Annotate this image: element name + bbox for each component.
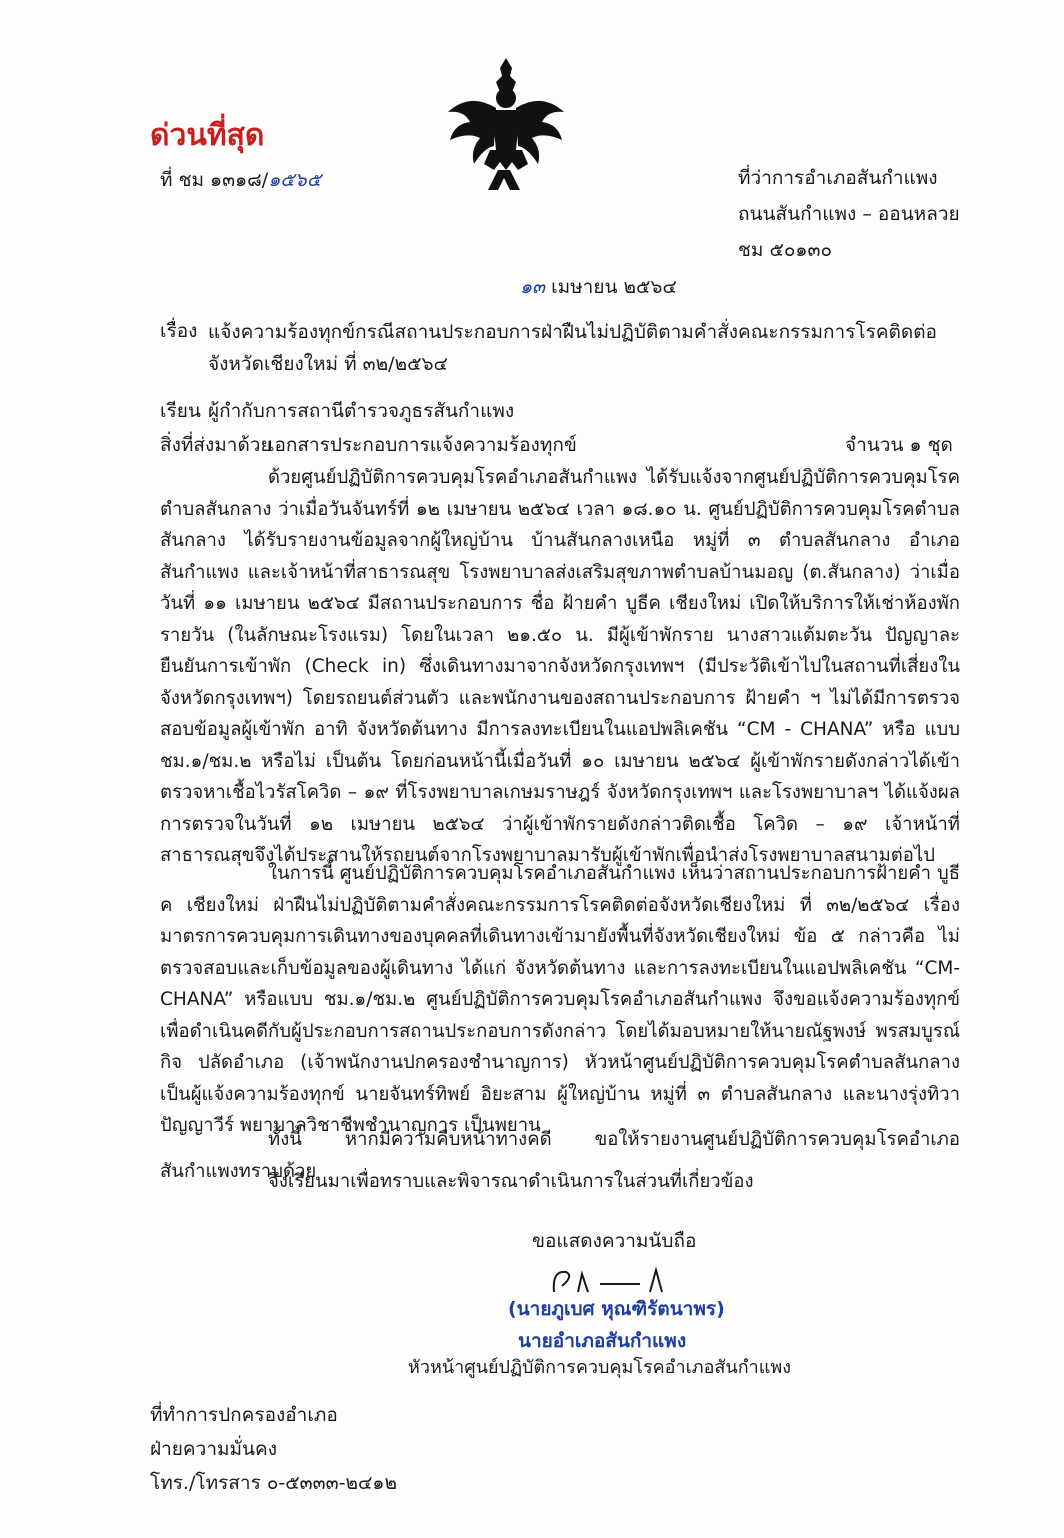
signer-position-1: นายอำเภอสันกำแพง	[518, 1330, 687, 1352]
footer-section: ฝ่ายความมั่นคง	[150, 1438, 278, 1460]
signer-name: (นายภูเบศ หุณฑิรัตนาพร)	[508, 1298, 725, 1320]
salutation-label: เรียน	[160, 400, 201, 422]
letter-date	[520, 272, 677, 302]
date-day-handwritten: ๑๓	[520, 276, 546, 298]
enclosure-count: จำนวน ๑ ชุด	[845, 434, 953, 456]
salutation-text: ผู้กำกับการสถานีตำรวจภูธรสันกำแพง	[208, 400, 515, 422]
reference-prefix: ที่ ชม ๑๓๑๘/	[160, 169, 269, 191]
urgency-label: ด่วนที่สุด	[150, 118, 265, 153]
sender-address	[738, 160, 960, 268]
garuda-emblem-icon	[440, 52, 572, 200]
address-line-1: ที่ว่าการอำเภอสันกำแพง	[738, 167, 938, 189]
footer-office: ที่ทำการปกครองอำเภอ	[150, 1404, 338, 1426]
subject-text: แจ้งความร้องทุกข์กรณีสถานประกอบการฝ่าฝืนไม่ปฏิบัติตามคำสั่งคณะกรรมการโรคติดต่อจังหวัดเชียงใหม่ ที่ ๓๒/๒๕๖๔	[208, 321, 937, 375]
reference-handwritten-number: ๑๕๖๕	[268, 169, 322, 191]
body-paragraph-3: ทั้งนี้ หากมีความคืบหน้าทางคดี ขอให้รายงานศูนย์ปฏิบัติการควบคุมโรคอำเภอสันกำแพงทราบด้วย	[160, 1129, 960, 1182]
address-line-2: ถนนสันกำแพง – ออนหลวย	[738, 203, 960, 225]
address-line-3: ชม ๕๐๑๓๐	[738, 239, 833, 261]
enclosure-label: สิ่งที่ส่งมาด้วย	[160, 434, 272, 456]
body-paragraph-4: จึงเรียนมาเพื่อทราบและพิจารณาดำเนินการในส่วนที่เกี่ยวข้อง	[268, 1171, 754, 1192]
subject-label: เรื่อง	[160, 320, 198, 342]
closing-phrase: ขอแสดงความนับถือ	[532, 1230, 697, 1252]
signer-position-2: หัวหน้าศูนย์ปฏิบัติการควบคุมโรคอำเภอสันกำแพง	[408, 1357, 791, 1378]
reference-number	[160, 165, 321, 195]
date-month-year: เมษายน ๒๕๖๔	[545, 276, 677, 298]
footer-phone: โทร./โทรสาร ๐-๕๓๓๓-๒๔๑๒	[150, 1472, 397, 1494]
enclosure-text: เอกสารประกอบการแจ้งความร้องทุกข์	[268, 434, 577, 456]
body-paragraph-2: ในการนี้ ศูนย์ปฏิบัติการควบคุมโรคอำเภอสันกำแพง เห็นว่าสถานประกอบการฝ้ายคำ บูธีค เชียงใหม่ ฝ่าฝืนไม่ปฏิบัติตามคำสั่งคณะกรรมการโรคติดต่อจังหวัดเชียงใหม่ ที่ ๓๒/๒๕๖๔ เรื่อง มาตรการควบคุมการเดินทางของบุคคลที่เดินทางเข้ามายังพื้นที่จังหวัดเชียงใหม่ ข้อ ๕ กล่าวคือ ไม่ตรวจสอบและเก็บข้อมูลของผู้เดินทาง ได้แก่ จังหวัดต้นทาง และการลงทะเบียนในแอปพลิเคชัน “CM-CHANA” หรือแบบ ชม.๑/ชม.๒ ศูนย์ปฏิบัติการควบคุมโรคอำเภอสันกำแพง จึงขอแจ้งความร้องทุกข์เพื่อดำเนินคดีกับผู้ประกอบการสถานประกอบการดังกล่าว โดยได้มอบหมายให้นายณัฐพงษ์ พรสมบูรณ์กิจ ปลัดอำเภอ (เจ้าพนักงานปกครองชำนาญการ) หัวหน้าศูนย์ปฏิบัติการควบคุมโรคตำบลสันกลาง เป็นผู้แจ้งความร้องทุกข์ นายจันทร์ทิพย์ อิยะสาม ผู้ใหญ่บ้าน หมู่ที่ ๓ ตำบลสันกลาง และนางรุ่งทิวา ปัญญาวีร์ พยาบาลวิชาชีพชำนาญการ เป็นพยาน	[160, 863, 960, 1136]
body-paragraph-1: ด้วยศูนย์ปฏิบัติการควบคุมโรคอำเภอสันกำแพง ได้รับแจ้งจากศูนย์ปฏิบัติการควบคุมโรคตำบลสันกลาง ว่าเมื่อวันจันทร์ที่ ๑๒ เมษายน ๒๕๖๔ เวลา ๑๘.๑๐ น. ศูนย์ปฏิบัติการควบคุมโรคตำบลสันกลาง ได้รับรายงานข้อมูลจากผู้ใหญ่บ้าน บ้านสันกลางเหนือ หมู่ที่ ๓ ตำบลสันกลาง อำเภอสันกำแพง และเจ้าหน้าที่สาธารณสุข โรงพยาบาลส่งเสริมสุขภาพตำบลบ้านมอญ (ต.สันกลาง) ว่าเมื่อวันที่ ๑๑ เมษายน ๒๕๖๔ มีสถานประกอบการ ชื่อ ฝ้ายคำ บูธีค เชียงใหม่ เปิดให้บริการให้เช่าห้องพักรายวัน (ในลักษณะโรงแรม) โดยในเวลา ๒๑.๕๐ น. มีผู้เข้าพักราย นางสาวแต้มตะวัน ปัญญาละ ยืนยันการเข้าพัก (Check in) ซึ่งเดินทางมาจากจังหวัดกรุงเทพฯ (มีประวัติเข้าไปในสถานที่เสี่ยงในจังหวัดกรุงเทพฯ) โดยรถยนต์ส่วนตัว และพนักงานของสถานประกอบการ ฝ้ายคำ ฯ ไม่ได้มีการตรวจสอบข้อมูลผู้เข้าพัก อาทิ จังหวัดต้นทาง มีการลงทะเบียนในแอปพลิเคชัน “CM - CHANA” หรือ แบบ ชม.๑/ชม.๒ หรือไม่ เป็นต้น โดยก่อนหน้านี้เมื่อวันที่ ๑๐ เมษายน ๒๕๖๔ ผู้เข้าพักรายดังกล่าวได้เข้าตรวจหาเชื้อไวรัสโควิด – ๑๙ ที่โรงพยาบาลเกษมราษฎร์ จังหวัดกรุงเทพฯ และโรงพยาบาลฯ ได้แจ้งผลการตรวจในวันที่ ๑๒ เมษายน ๒๕๖๔ ว่าผู้เข้าพักรายดังกล่าวติดเชื้อ โควิด – ๑๙ เจ้าหน้าที่สาธารณสุขจึงได้ประสานให้รถยนต์จากโรงพยาบาลมารับผู้เข้าพักเพื่อนำส่งโรงพยาบาลสนามต่อไป	[160, 467, 960, 866]
